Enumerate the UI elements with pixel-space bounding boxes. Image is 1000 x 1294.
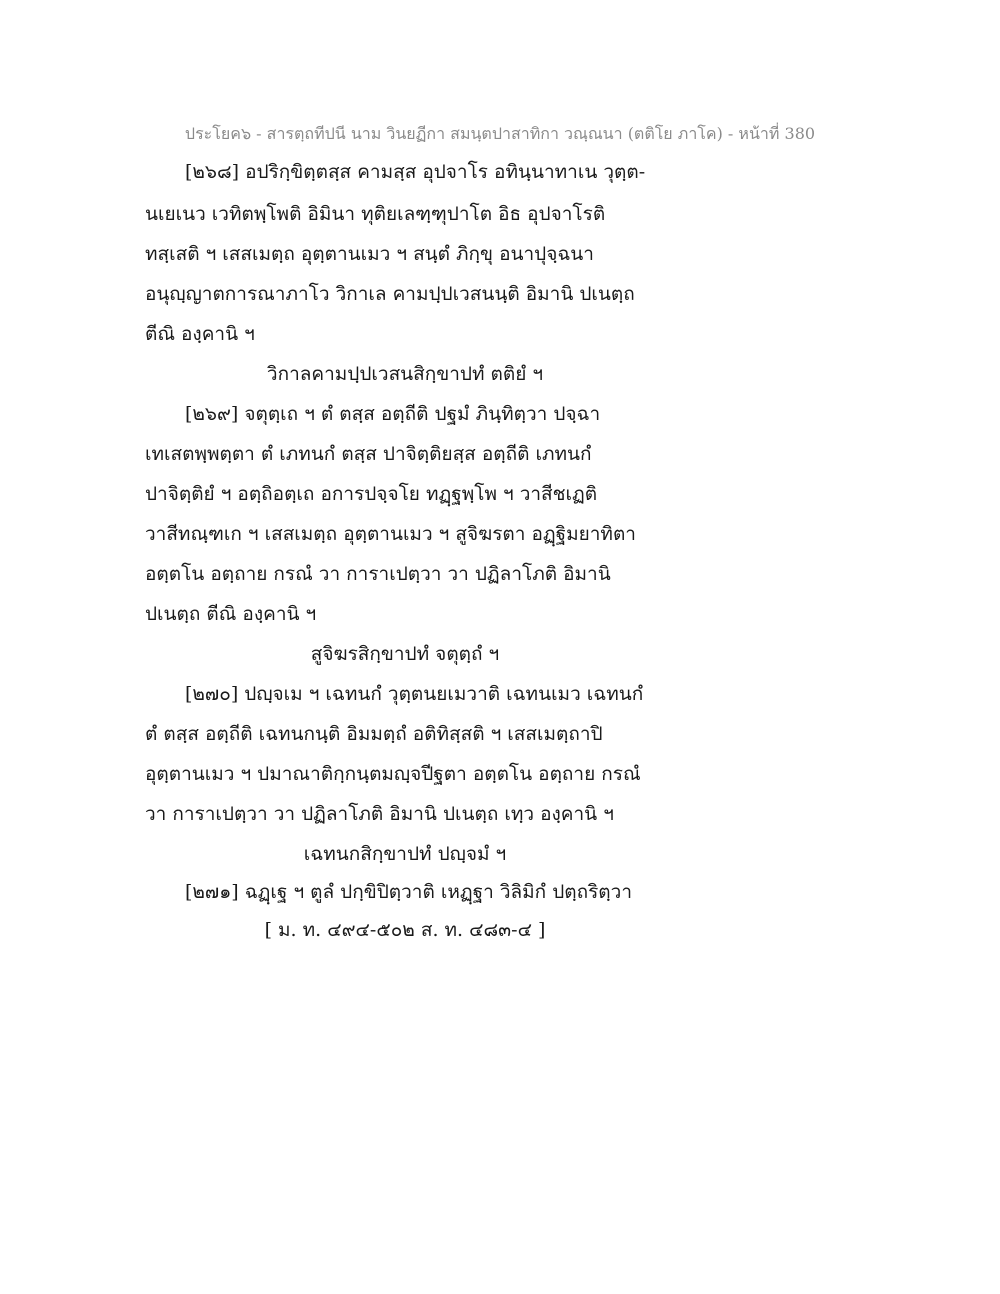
section-title-4: สูจิฆรสิกฺขาปทํ จตุตฺถํ ฯ [310,643,500,665]
paragraph-269-line-3: ปาจิตฺติยํ ฯ อตฺถิอตฺเถ อการปจฺจโย ทฏฺฐพฺโพ ฯ วาสีชเฏติ [145,483,598,505]
paragraph-271-line-1: [๒๗๑] ฉฏฺเฐ ฯ ตูลํ ปกฺขิปิตฺวาติ เหฏฺฐา วิลิมิกํ ปตฺถริตฺวา [185,881,632,903]
paragraph-268-line-2: นเยเนว เวทิตพฺโพติ อิมินา ทุติยเลฑฺฑุปาโต อิธ อุปจาโรติ [145,203,606,225]
paragraph-270-line-2: ตํ ตสฺส อตฺถีติ เฉทนกนฺติ อิมมตฺถํ อติทิสฺสติ ฯ เสสเมตฺถาปิ [145,723,603,745]
running-header: ประโยค๖ - สารตฺถทีปนี นาม วินยฏีกา สมนฺตปาสาทิกา วณฺณนา (ตติโย ภาโค) - หน้าที่ 380 [184,124,816,143]
paragraph-269-line-2: เทเสตพฺพตฺตา ตํ เภทนกํ ตสฺส ปาจิตฺติยสฺส อตฺถีติ เภทนกํ [145,443,592,465]
paragraph-269-line-4: วาสีทณฺฑเก ฯ เสสเมตฺถ อุตฺตานเมว ฯ สูจิฆรตา อฏฺฐิมยาทิตา [145,523,636,545]
paragraph-268-line-5: ตีณิ องฺคานิ ฯ [145,323,255,345]
paragraph-269-line-1: [๒๖๙] จตุตฺเถ ฯ ตํ ตสฺส อตฺถีติ ปฐมํ ภินฺทิตฺวา ปจฺฉา [185,403,601,425]
paragraph-269-line-6: ปเนตฺถ ตีณิ องฺคานิ ฯ [145,603,317,625]
paragraph-268-line-4: อนุญฺญาตการณาภาโว วิกาเล คามปฺปเวสนนฺติ อิมานิ ปเนตฺถ [145,283,635,305]
paragraph-270-line-1: [๒๗๐] ปญฺจเม ฯ เฉทนกํ วุตฺตนยเมวาติ เฉทนเมว เฉทนกํ [185,683,644,705]
cross-reference-footnote: [ ม. ท. ๔๙๔-๕๐๒ ส. ท. ๔๘๓-๔ ] [264,919,546,941]
paragraph-270-line-3: อุตฺตานเมว ฯ ปมาณาติกฺกนฺตมญฺจปีฐตา อตฺตโน อตฺถาย กรณํ [145,763,641,785]
paragraph-270-line-4: วา การาเปตฺวา วา ปฏิลาโภติ อิมานิ ปเนตฺถ เทฺว องฺคานิ ฯ [145,803,614,825]
section-title-3: วิกาลคามปฺปเวสนสิกฺขาปทํ ตติยํ ฯ [266,363,544,385]
paragraph-269-line-5: อตฺตโน อตฺถาย กรณํ วา การาเปตฺวา วา ปฏิลาโภติ อิมานิ [145,563,611,585]
paragraph-268-line-3: ทสฺเสติ ฯ เสสเมตฺถ อุตฺตานเมว ฯ สนฺตํ ภิกฺขุ อนาปุจฺฉนา [145,243,594,265]
paragraph-268-line-1: [๒๖๘] อปริกฺขิตฺตสฺส คามสฺส อุปจาโร อทินฺนาทาเน วุตฺต- [185,161,646,183]
section-title-5: เฉทนกสิกฺขาปทํ ปญฺจมํ ฯ [303,843,507,865]
